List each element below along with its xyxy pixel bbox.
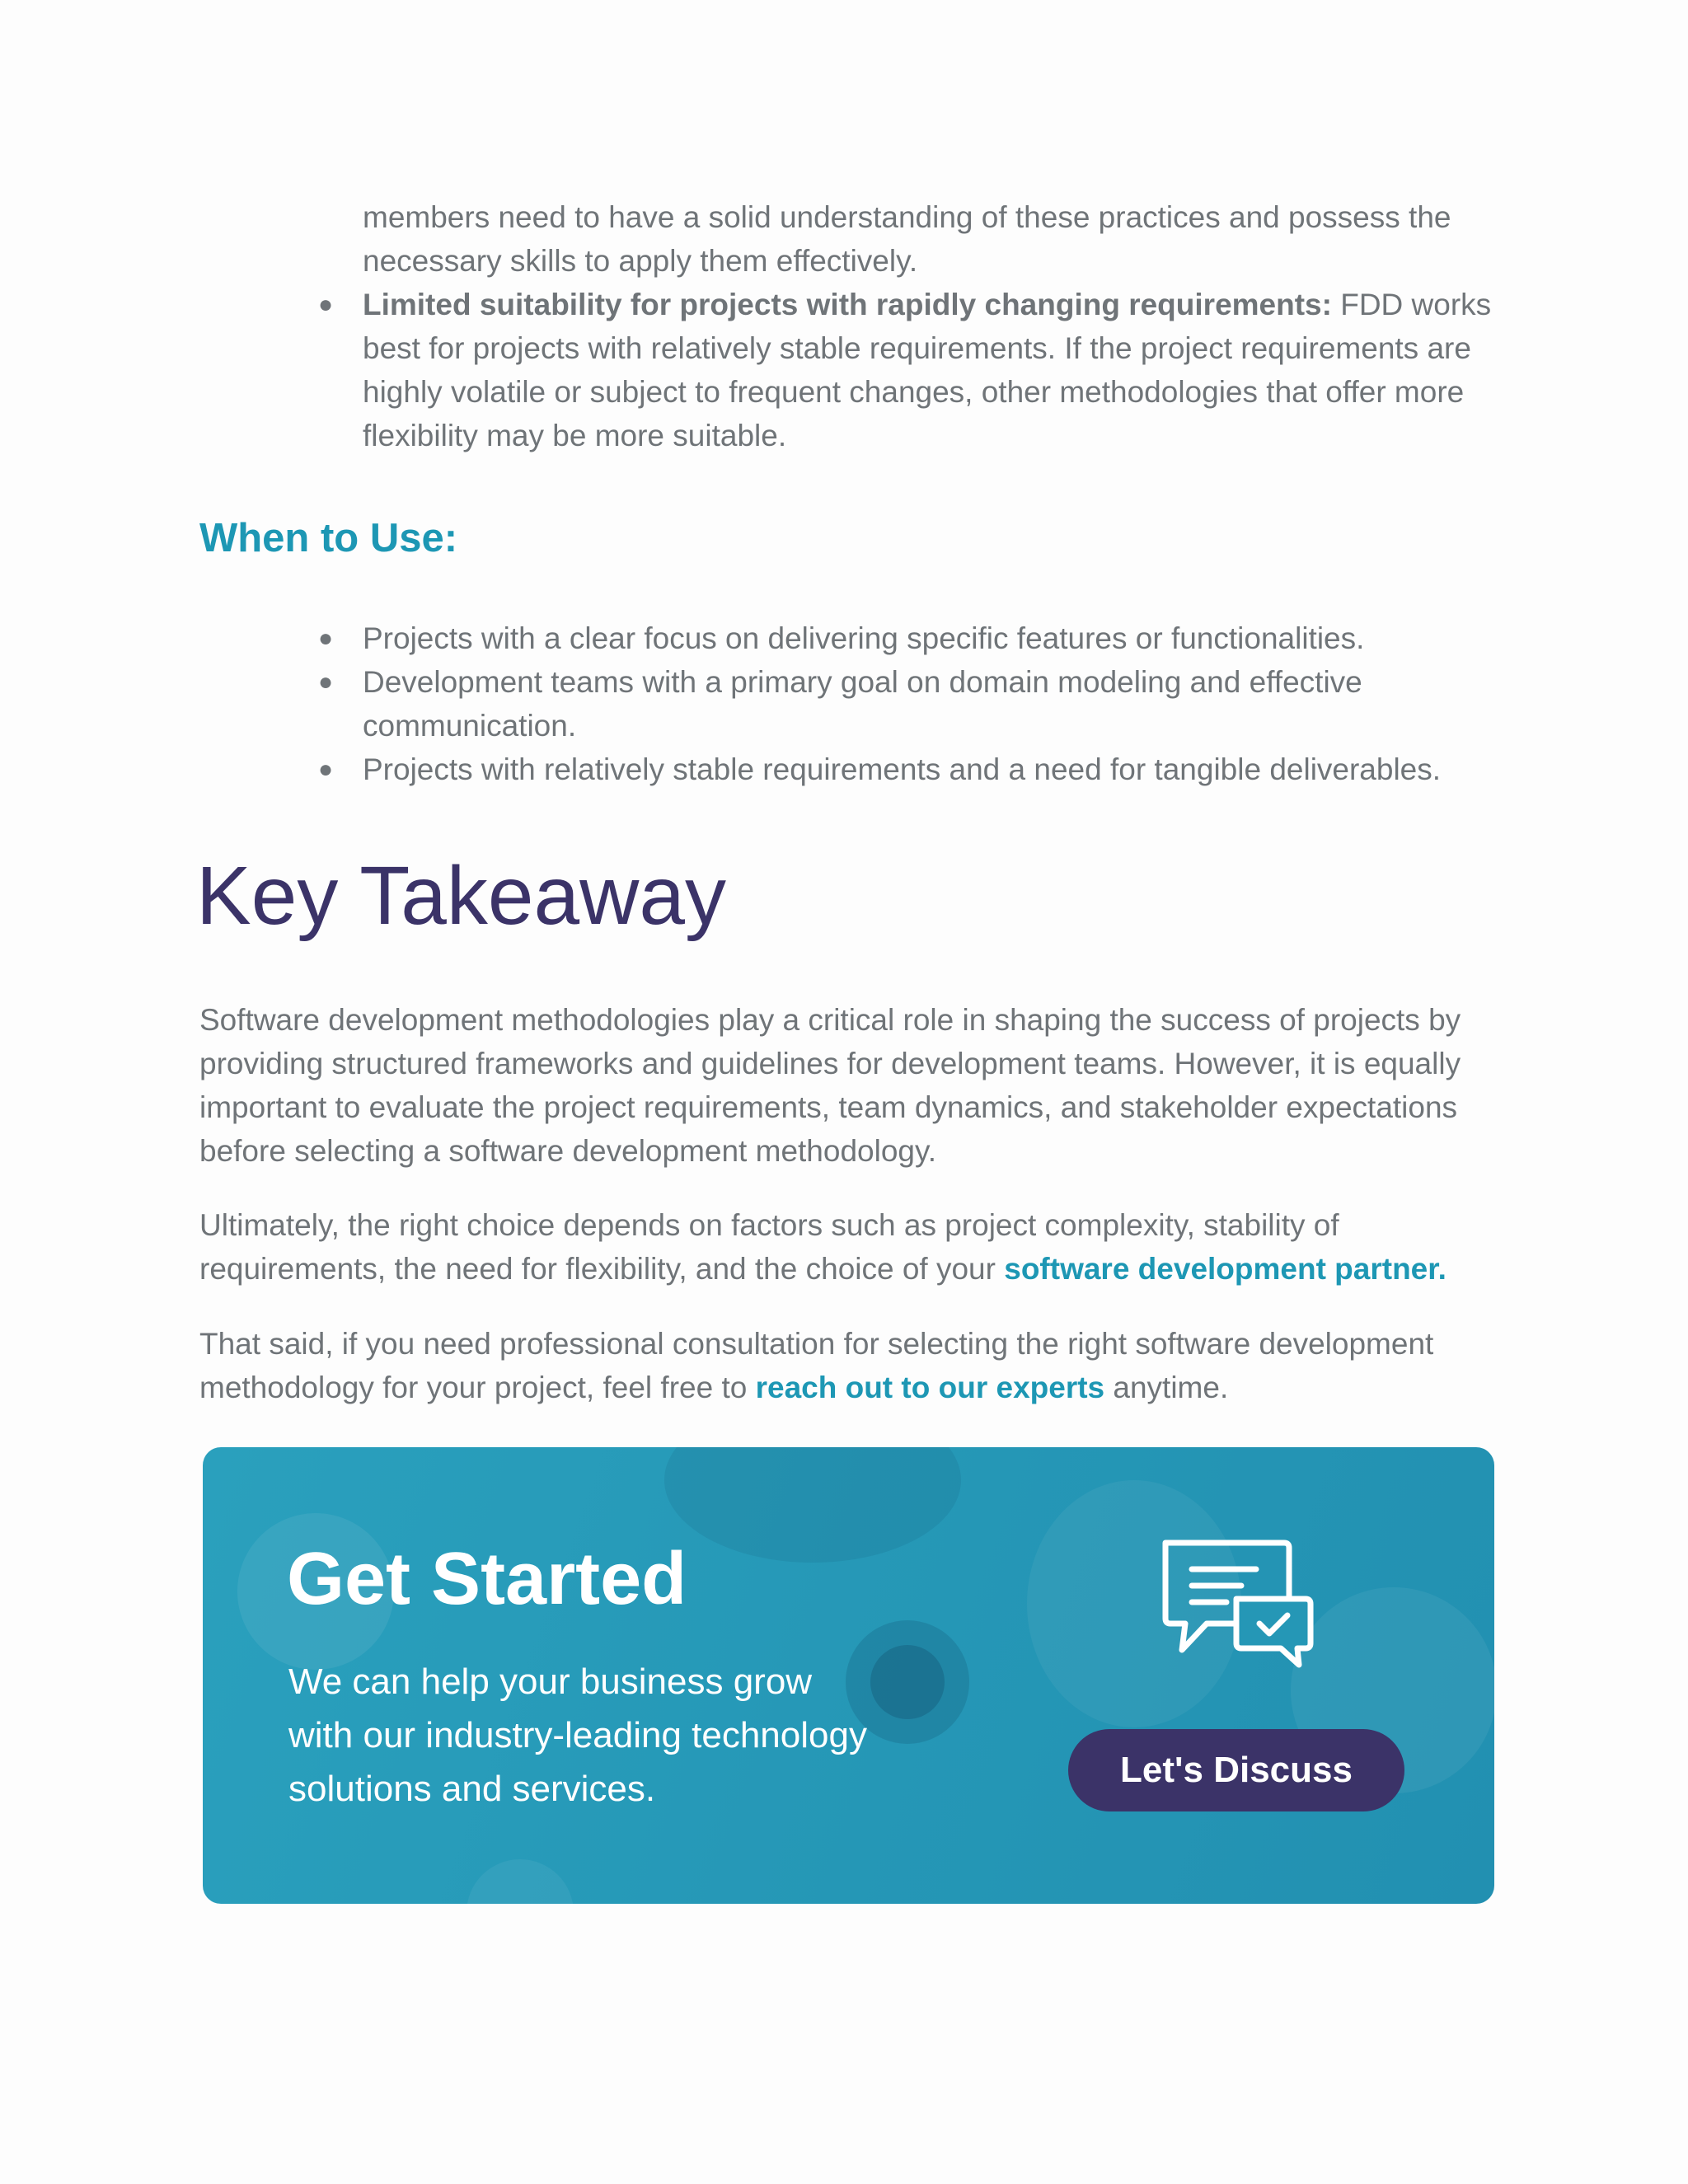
list-item <box>313 660 1500 748</box>
takeaway-paragraph-1: Software development methodologies play a critical role in shaping the success of projects by providing structured frameworks and guidelines for development teams. However, it is equally important to evaluate the project requirements, team dynamics, and stakeholder expectations before selecting a software development methodology. <box>199 1003 1461 1168</box>
limitations-list <box>313 283 1500 457</box>
list-item-text: Projects with relatively stable requirements and a need for tangible deliverables. <box>363 752 1442 786</box>
paragraph-text: That said, if you need professional consultation for selecting the right software development methodology for your project, feel free to <box>199 1327 1434 1404</box>
list-item-text: Development teams with a primary goal on domain modeling and effective communication. <box>363 665 1362 743</box>
takeaway-paragraph-2 <box>199 1203 1518 1291</box>
banner-title: Get Started <box>287 1538 687 1620</box>
list-item-text: Projects with a clear focus on delivering specific features or functionalities. <box>363 621 1365 655</box>
limitation-text: FDD works best for projects with relatively stable requirements. If the project requirements are highly volatile or subject to frequent changes, other methodologies that offer more flexibility may be more suitable. <box>363 288 1492 452</box>
get-started-banner[interactable] <box>203 1447 1494 1904</box>
takeaway-paragraph-3 <box>199 1322 1518 1409</box>
background-shape <box>664 1447 961 1563</box>
paragraph-text: anytime. <box>1104 1371 1229 1404</box>
list-item <box>313 748 1500 791</box>
bullet-icon: ● <box>317 625 334 652</box>
when-to-use-heading: When to Use: <box>199 516 458 560</box>
chat-bubbles-icon <box>1159 1538 1315 1670</box>
when-to-use-list <box>313 616 1500 791</box>
paragraph-text: Ultimately, the right choice depends on factors such as project complexity, stability of requirements, the need for flexibility, and the choice of your <box>199 1208 1339 1286</box>
bullet-icon: ● <box>317 756 334 783</box>
limitation-title: Limited suitability for projects with rapidly changing requirements: <box>363 288 1332 321</box>
bullet-icon: ● <box>317 291 334 318</box>
key-takeaway-heading: Key Takeaway <box>196 850 726 942</box>
software-development-partner-link[interactable]: software development partner. <box>1004 1252 1447 1286</box>
background-shape <box>467 1859 574 1904</box>
list-item <box>313 283 1500 457</box>
lets-discuss-button[interactable]: Let's Discuss <box>1068 1729 1404 1811</box>
list-item <box>313 616 1500 660</box>
intro-continuation: members need to have a solid understanding of these practices and possess the necessary skills to apply them effectively. <box>363 200 1451 278</box>
reach-out-experts-link[interactable]: reach out to our experts <box>755 1371 1105 1404</box>
banner-subtitle: We can help your business grow with our industry-leading technology solutions and services. <box>288 1661 867 1809</box>
bullet-icon: ● <box>317 668 334 696</box>
